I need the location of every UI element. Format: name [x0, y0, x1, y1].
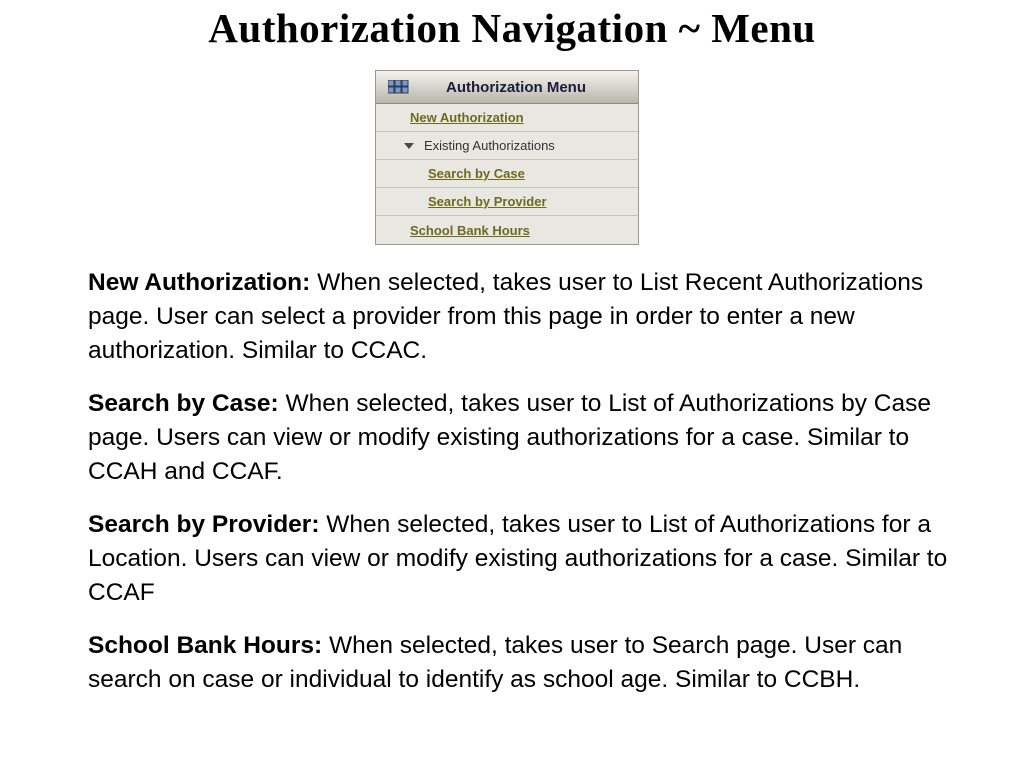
- menu-item-search-by-provider[interactable]: [376, 188, 638, 216]
- school-bank-hours-link[interactable]: School Bank Hours: [410, 222, 530, 238]
- page-title: Authorization Navigation ~ Menu: [208, 5, 816, 51]
- paragraph-text: When selected, takes user to List of Authorizations for a Location. Users can view or modify existing authorizations for a case. Similar to CCAF: [88, 511, 948, 606]
- paragraph-lead: Search by Provider:: [88, 511, 320, 538]
- new-authorization-link[interactable]: New Authorization: [410, 110, 524, 125]
- paragraph-search-by-provider: [88, 508, 964, 610]
- grid-icon: [388, 80, 409, 94]
- paragraph-text: When selected, takes user to List Recent Authorizations page. User can select a provider from this page in order to enter a new authorization. Similar to CCAC.: [88, 269, 924, 364]
- paragraph-new-authorization: [88, 266, 964, 368]
- menu-header-label: Authorization Menu: [446, 78, 586, 96]
- paragraph-lead: Search by Case:: [88, 390, 279, 417]
- menu-item-search-by-case[interactable]: [376, 160, 638, 188]
- menu-header: [376, 71, 638, 104]
- search-by-provider-link[interactable]: Search by Provider: [428, 194, 547, 209]
- paragraph-lead: School Bank Hours:: [88, 632, 323, 659]
- chevron-down-icon: [404, 143, 414, 149]
- menu-item-existing-authorizations[interactable]: [376, 132, 638, 160]
- paragraph-text: When selected, takes user to Search page. User can search on case or individual to identify as school age. Similar to CCBH.: [88, 632, 903, 693]
- paragraph-school-bank-hours: [88, 629, 964, 697]
- paragraph-search-by-case: [88, 387, 964, 489]
- menu-item-new-authorization[interactable]: [376, 104, 638, 132]
- menu-item-school-bank-hours[interactable]: [376, 216, 638, 244]
- authorization-menu-panel: [375, 70, 639, 245]
- paragraph-lead: New Authorization:: [88, 269, 311, 296]
- slide-body: [88, 266, 964, 716]
- paragraph-text: When selected, takes user to List of Authorizations by Case page. Users can view or modify existing authorizations for a case. Similar to CCAH and CCAF.: [88, 390, 931, 485]
- existing-authorizations-label: Existing Authorizations: [424, 138, 555, 153]
- search-by-case-link[interactable]: Search by Case: [428, 166, 525, 181]
